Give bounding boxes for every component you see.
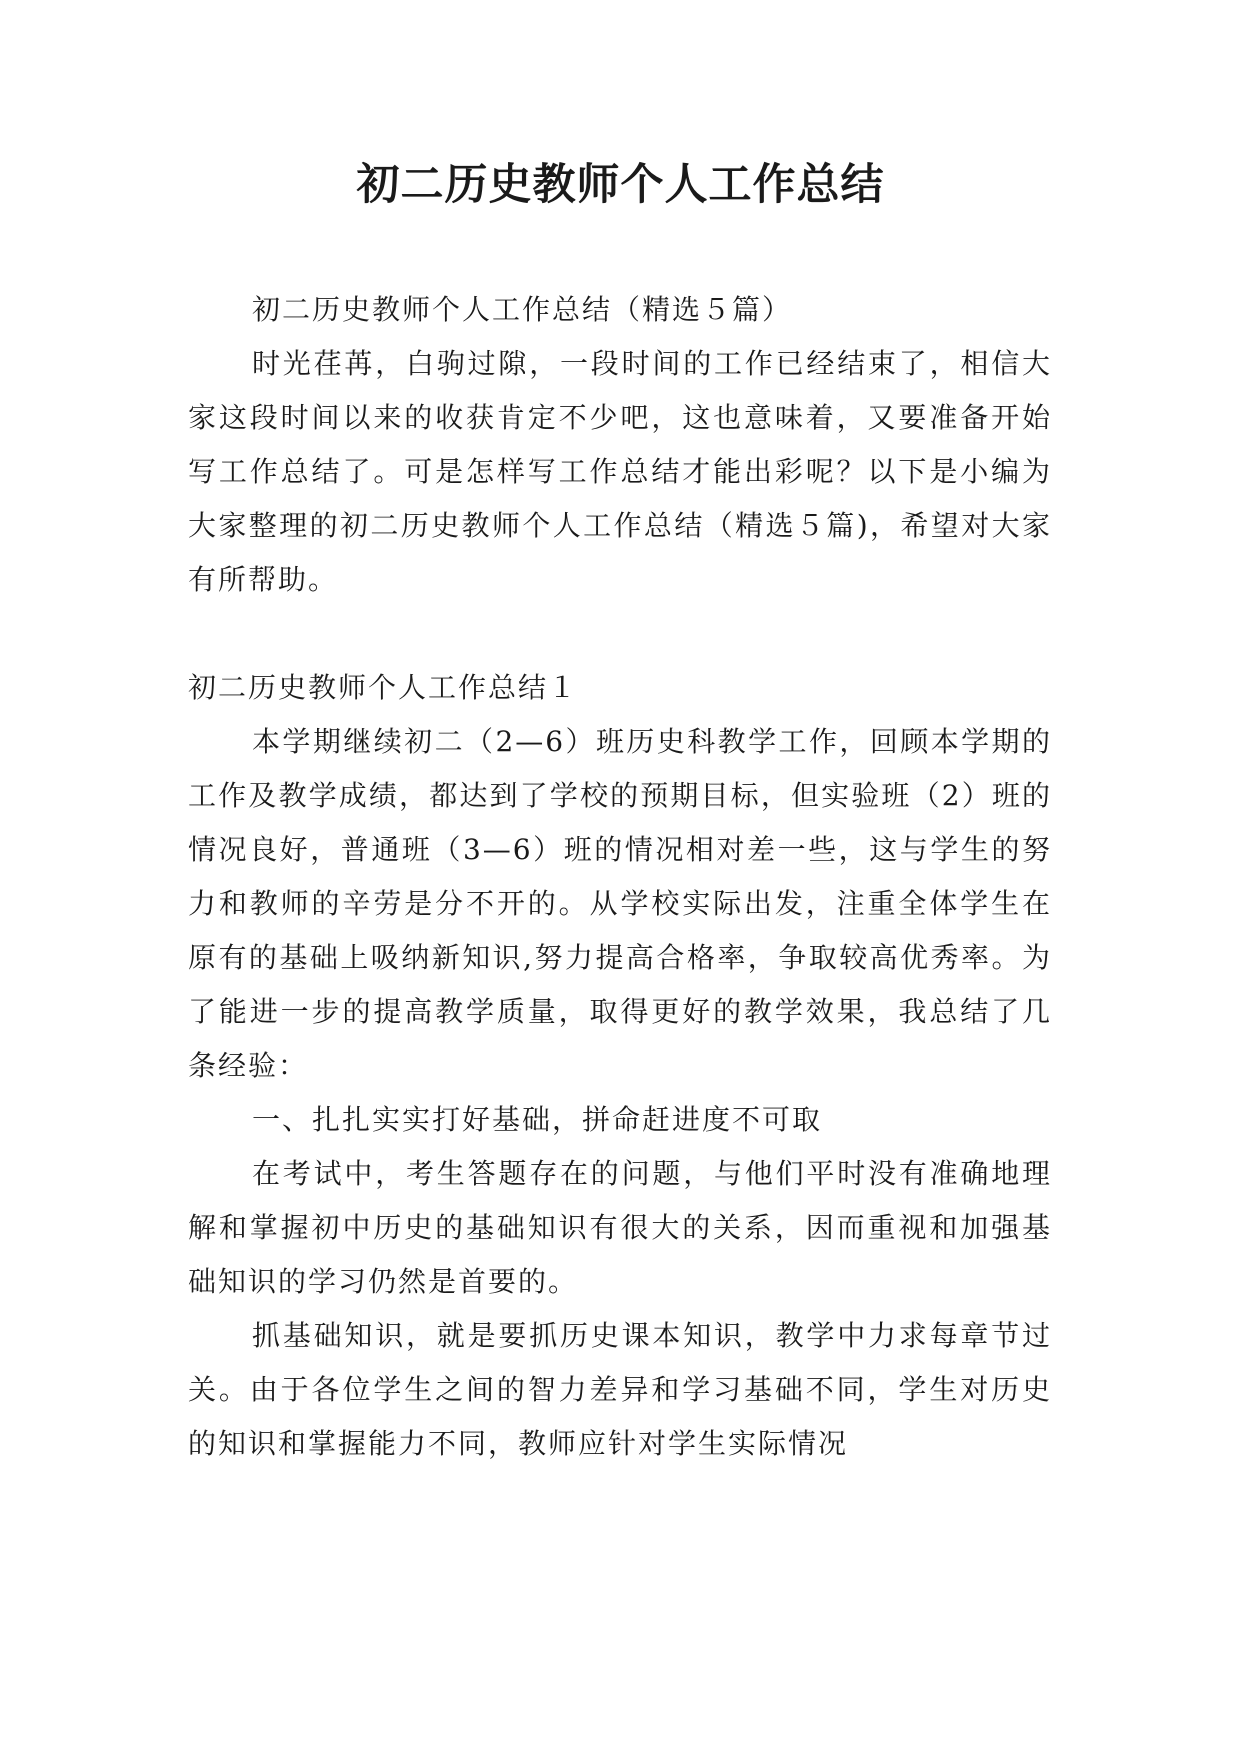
subheading-1: 一、扎扎实实打好基础，拼命赶进度不可取 bbox=[252, 1103, 823, 1136]
paragraph-intro: 时光荏苒，白驹过隙，一段时间的工作已经结束了，相信大家这段时间以来的收获肯定不少吧，这也意味着，又要准备开始写工作总结了。可是怎样写工作总结才能出彩呢？以下是小编为大家整理的初二历史教师个人工作总结（精选５篇)，希望对大家有所帮助。 bbox=[188, 347, 1052, 596]
paragraph: 本学期继续初二（2—6）班历史科教学工作，回顾本学期的工作及教学成绩，都达到了学校的预期目标，但实验班（2）班的情况良好，普通班（3—6）班的情况相对差一些，这与学生的努力和教师的辛劳是分不开的。从学校实际出发，注重全体学生在原有的基础上吸纳新知识,努力提高合格率，争取较高优秀率。为了能进一步的提高教学质量，取得更好的教学效果，我总结了几条经验： bbox=[188, 725, 1052, 1082]
document-body bbox=[188, 283, 1052, 1471]
paragraph: 在考试中，考生答题存在的问题，与他们平时没有准确地理解和掌握初中历史的基础知识有很大的关系，因而重视和加强基础知识的学习仍然是首要的。 bbox=[188, 1157, 1052, 1298]
section-heading-1: 初二历史教师个人工作总结１ bbox=[188, 671, 579, 704]
paragraph-subtitle: 初二历史教师个人工作总结（精选５篇） bbox=[252, 293, 793, 326]
paragraph: 抓基础知识，就是要抓历史课本知识，教学中力求每章节过关。由于各位学生之间的智力差异和学习基础不同，学生对历史的知识和掌握能力不同，教师应针对学生实际情况 bbox=[188, 1319, 1052, 1460]
document-title: 初二历史教师个人工作总结 bbox=[356, 160, 885, 210]
